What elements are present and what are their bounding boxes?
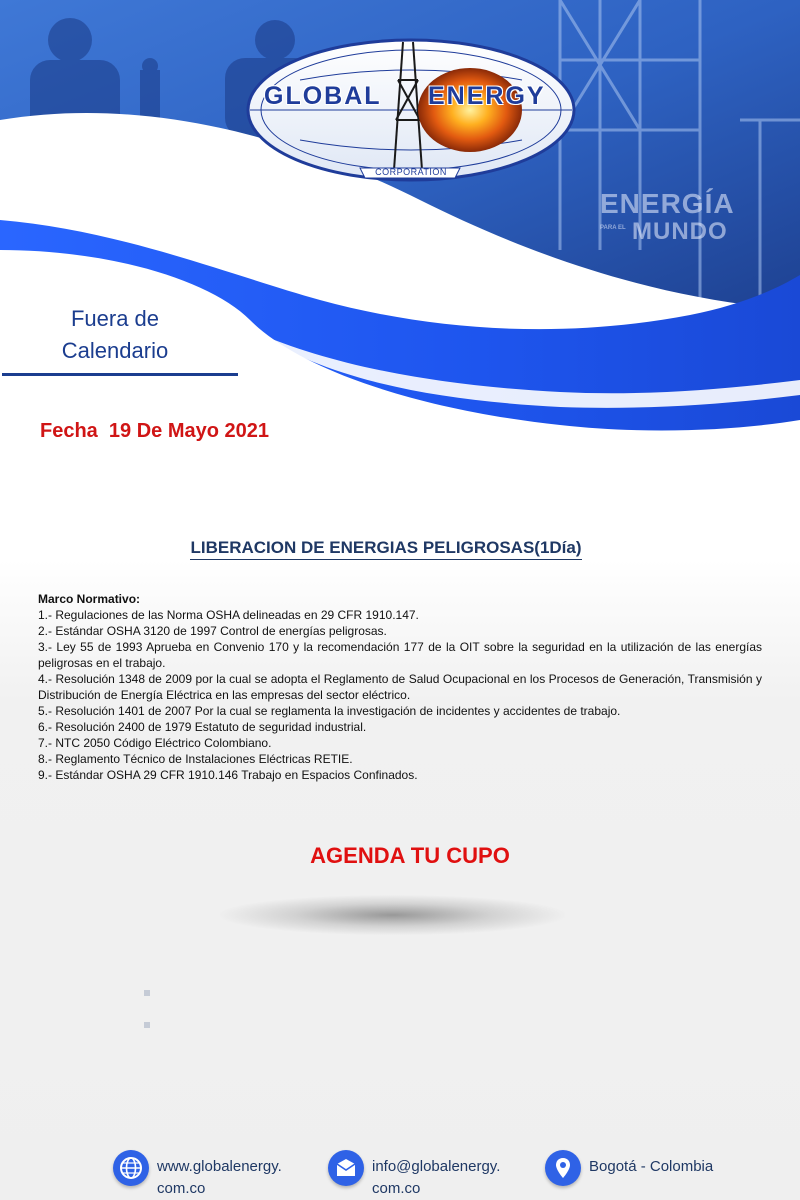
course-date: Fecha 19 De Mayo 2021 <box>40 420 270 442</box>
website-line1: www.globalenergy. <box>157 1158 282 1175</box>
normativo-item: 9.- Estándar OSHA 29 CFR 1910.146 Trabajo en Espacios Confinados. <box>38 768 418 782</box>
course-title <box>0 538 772 558</box>
slogan-energia: ENERGÍA <box>600 188 735 219</box>
footer-website-text[interactable] <box>157 1156 282 1200</box>
mail-icon <box>328 1150 364 1186</box>
footer-location-text: Bogotá - Colombia <box>589 1158 714 1175</box>
normativo-item: 4.- Resolución 1348 de 2009 por la cual se adopta el Reglamento de Salud Ocupacional en los Procesos de Generación, Transmisión y Distribución de Energía Eléctrica en las empresas del sector eléctrico. <box>38 672 762 702</box>
calendar-badge <box>30 303 200 367</box>
course-title-text: LIBERACION DE ENERGIAS PELIGROSAS(1Día) <box>190 538 581 560</box>
agenda-cupo-button[interactable]: AGENDA TU CUPO <box>310 843 510 868</box>
location-pin-icon <box>545 1150 581 1186</box>
normativo-item: 5.- Resolución 1401 de 2007 Por la cual se reglamenta la investigación de incidentes y accidentes de trabajo. <box>38 704 621 718</box>
normativo-item: 3.- Ley 55 de 1993 Aprueba en Convenio 170 y la recomendación 177 de la OIT sobre la seguridad en la utilización de las energías peligrosas en el trabajo. <box>38 640 762 670</box>
global-energy-logo <box>246 42 576 182</box>
agenda-shadow <box>220 895 565 935</box>
slogan-mundo: MUNDO <box>632 218 728 245</box>
normativo-item: 1.- Regulaciones de las Norma OSHA delineadas en 29 CFR 1910.147. <box>38 608 419 622</box>
logo-text-global: GLOBAL <box>264 82 382 110</box>
bullet-marker <box>144 1022 150 1028</box>
marco-normativo <box>38 591 762 783</box>
marco-normativo-heading: Marco Normativo: <box>38 592 141 606</box>
bullet-marker <box>144 990 150 996</box>
slogan-para-el: PARA EL <box>600 225 626 231</box>
badge-line1: Fuera de <box>70 306 160 331</box>
normativo-item: 6.- Resolución 2400 de 1979 Estatuto de seguridad industrial. <box>38 720 367 734</box>
badge-underline <box>2 373 238 376</box>
badge-line2: Calendario <box>61 338 169 363</box>
logo-subtitle: CORPORATION <box>375 167 447 177</box>
normativo-item: 7.- NTC 2050 Código Eléctrico Colombiano. <box>38 736 272 750</box>
email-line2: com.co <box>372 1180 421 1197</box>
globe-icon <box>113 1150 149 1186</box>
normativo-item: 8.- Reglamento Técnico de Instalaciones Eléctricas RETIE. <box>38 752 353 766</box>
email-line1: info@globalenergy. <box>372 1158 501 1175</box>
footer-email-text[interactable] <box>372 1156 500 1200</box>
website-line2: com.co <box>157 1180 206 1197</box>
normativo-item: 2.- Estándar OSHA 3120 de 1997 Control de energías peligrosas. <box>38 624 387 638</box>
logo-text-energy: ENERGY <box>428 82 546 110</box>
